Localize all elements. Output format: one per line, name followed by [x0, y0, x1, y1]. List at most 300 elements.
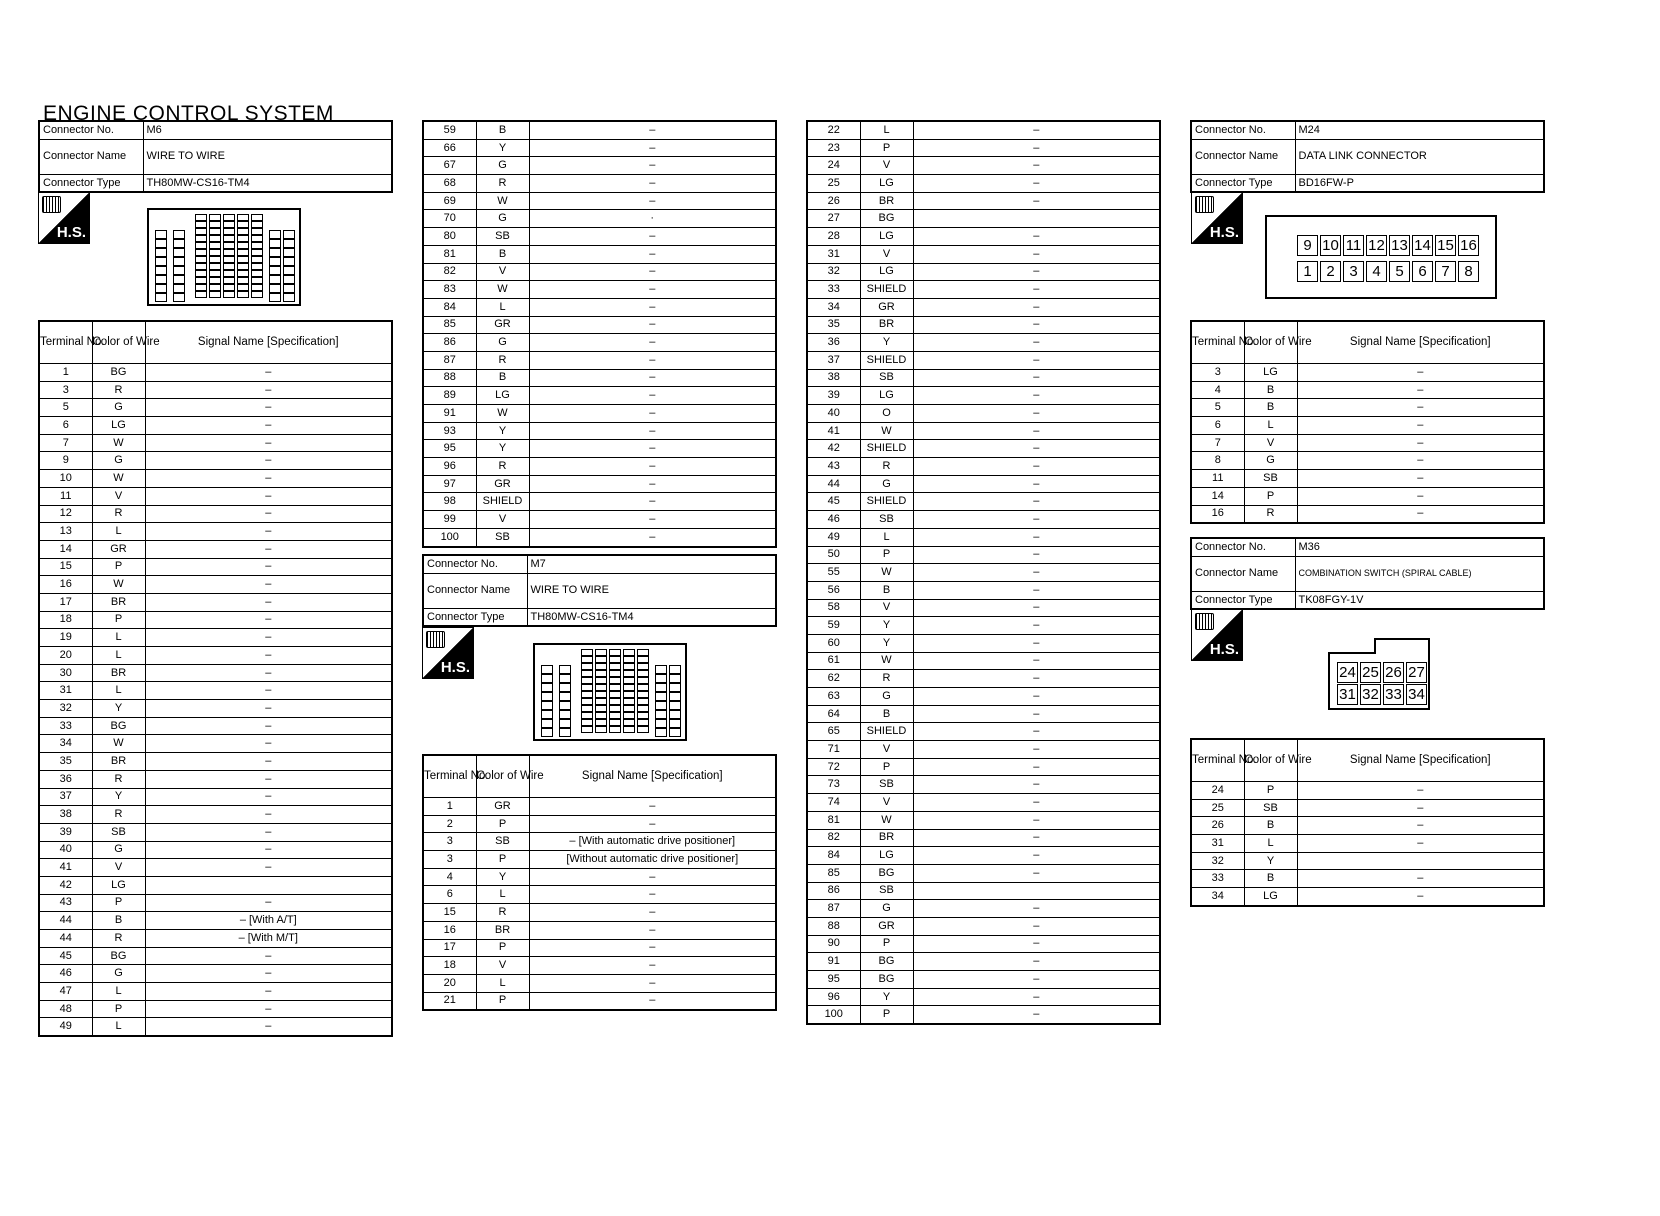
- terminal-no: 48: [39, 1000, 92, 1018]
- wire-color: SHIELD: [860, 281, 913, 299]
- wire-color: Y: [92, 788, 145, 806]
- connector-cavity: [155, 239, 167, 248]
- terminal-no: 100: [423, 528, 476, 546]
- terminal-no: 49: [807, 528, 860, 546]
- terminal-no: 55: [807, 564, 860, 582]
- label-connector-no: Connector No.: [1191, 538, 1295, 556]
- table-row: [807, 192, 1160, 210]
- table-row: [39, 823, 392, 841]
- wire-color: SHIELD: [860, 723, 913, 741]
- wire-color: G: [92, 399, 145, 417]
- table-row: [423, 263, 776, 281]
- signal-name: –: [913, 741, 1160, 759]
- signal-name: –: [913, 369, 1160, 387]
- connector-cavity: [595, 677, 607, 684]
- signal-name: –: [145, 965, 392, 983]
- wire-color: P: [860, 758, 913, 776]
- wire-color: R: [860, 458, 913, 476]
- table-row: [423, 939, 776, 957]
- terminal-no: 14: [1191, 487, 1244, 505]
- connector-cavity: [173, 257, 185, 266]
- connector-cavity: [637, 656, 649, 663]
- connector-cavity: [173, 266, 185, 275]
- signal-name: –: [529, 175, 776, 193]
- table-row: [39, 682, 392, 700]
- wire-color: Y: [860, 334, 913, 352]
- terminal-no: 32: [807, 263, 860, 281]
- connector-cavity: [237, 242, 249, 249]
- terminal-no: 33: [807, 281, 860, 299]
- terminal-no: 31: [1191, 835, 1244, 853]
- wire-color: P: [476, 939, 529, 957]
- wire-color: GR: [860, 298, 913, 316]
- table-row: [39, 983, 392, 1001]
- wire-color: P: [860, 139, 913, 157]
- connector-cavity: [195, 228, 207, 235]
- table-row: [39, 912, 392, 930]
- table-row: [39, 788, 392, 806]
- terminal-no: 16: [423, 921, 476, 939]
- connector-cavity: [269, 293, 281, 302]
- wire-color: L: [1244, 835, 1297, 853]
- connector-cavity: [269, 248, 281, 257]
- terminal-no: 21: [423, 992, 476, 1010]
- table-row: [807, 1006, 1160, 1024]
- signal-name: –: [1297, 381, 1544, 399]
- terminal-no: 42: [807, 440, 860, 458]
- connector-cavity: [581, 663, 593, 670]
- terminal-no: 91: [423, 405, 476, 423]
- connector-pin: 5: [1389, 261, 1410, 282]
- signal-name: –: [145, 859, 392, 877]
- signal-name: –: [145, 1000, 392, 1018]
- wire-color: P: [860, 546, 913, 564]
- terminal-no: 60: [807, 634, 860, 652]
- connector-cavity: [237, 291, 249, 298]
- signal-name: –: [529, 281, 776, 299]
- signal-name: ·: [529, 210, 776, 228]
- connector-cavity: [669, 683, 681, 692]
- connector-cavity: [609, 726, 621, 733]
- wire-color: Y: [476, 440, 529, 458]
- terminal-no: 37: [807, 351, 860, 369]
- terminal-no: 59: [807, 617, 860, 635]
- connector-cavity: [595, 712, 607, 719]
- table-row: [807, 121, 1160, 139]
- hs-label: H.S.: [1209, 224, 1239, 241]
- table-row: [1191, 505, 1544, 523]
- wire-color: O: [860, 405, 913, 423]
- wire-color: G: [860, 688, 913, 706]
- connector-cavity: [541, 719, 553, 728]
- terminal-no: 10: [39, 470, 92, 488]
- terminal-no: 98: [423, 493, 476, 511]
- table-row: [39, 381, 392, 399]
- table-row: [423, 458, 776, 476]
- hand-icon: [1195, 613, 1214, 630]
- wire-color: LG: [1244, 888, 1297, 906]
- wire-color: R: [92, 770, 145, 788]
- table-row: [423, 405, 776, 423]
- connector-cavity: [609, 712, 621, 719]
- connector-cavity: [581, 719, 593, 726]
- terminal-no: 32: [39, 700, 92, 718]
- connector-cavity: [209, 256, 221, 263]
- wire-color: B: [476, 245, 529, 263]
- signal-name: –: [529, 298, 776, 316]
- connector-cavity: [623, 691, 635, 698]
- table-row: [807, 794, 1160, 812]
- table-row: [423, 298, 776, 316]
- terminal-no: 22: [807, 121, 860, 139]
- signal-name: –: [913, 988, 1160, 1006]
- wire-color: P: [476, 992, 529, 1010]
- m36-connector-no: M36: [1295, 538, 1544, 556]
- connector-cavity: [637, 684, 649, 691]
- signal-name: –: [529, 939, 776, 957]
- table-row: [807, 688, 1160, 706]
- signal-name: –: [145, 682, 392, 700]
- connector-pin: 34: [1406, 684, 1427, 705]
- wire-color: G: [860, 475, 913, 493]
- signal-name: –: [913, 157, 1160, 175]
- table-row: [39, 806, 392, 824]
- terminal-no: 4: [423, 868, 476, 886]
- signal-name: –: [1297, 799, 1544, 817]
- m36-info-table: [1190, 537, 1545, 610]
- table-row: [807, 652, 1160, 670]
- signal-name: –: [1297, 870, 1544, 888]
- connector-cavity: [283, 239, 295, 248]
- connector-cavity: [669, 665, 681, 674]
- connector-cavity: [655, 728, 667, 737]
- wire-color: L: [476, 298, 529, 316]
- m36-connector-type: TK08FGY-1V: [1295, 591, 1544, 609]
- table-row: [423, 868, 776, 886]
- terminal-no: 25: [1191, 799, 1244, 817]
- table-row: [807, 175, 1160, 193]
- table-row: [807, 440, 1160, 458]
- table-row: [807, 351, 1160, 369]
- terminal-no: 91: [807, 953, 860, 971]
- connector-cavity: [155, 230, 167, 239]
- signal-name: –: [145, 717, 392, 735]
- table-row: [39, 1000, 392, 1018]
- connector-cavity: [223, 242, 235, 249]
- terminal-no: 65: [807, 723, 860, 741]
- connector-pin: 9: [1297, 235, 1318, 256]
- header-terminal-no: Terminal No.: [1191, 739, 1244, 782]
- terminal-no: 50: [807, 546, 860, 564]
- wire-color: L: [92, 647, 145, 665]
- wire-color: L: [860, 528, 913, 546]
- table-header: [39, 321, 392, 364]
- table-row: [807, 405, 1160, 423]
- terminal-no: 44: [39, 912, 92, 930]
- wire-color: R: [476, 175, 529, 193]
- connector-cavity: [609, 677, 621, 684]
- terminal-no: 38: [39, 806, 92, 824]
- connector-cavity: [155, 275, 167, 284]
- m24-connector-no: M24: [1295, 121, 1544, 139]
- table-row: [807, 298, 1160, 316]
- connector-cavity: [195, 256, 207, 263]
- label-connector-name: Connector Name: [1191, 139, 1295, 174]
- table-row: [807, 493, 1160, 511]
- header-color-of-wire: Color of Wire: [1244, 739, 1297, 782]
- signal-name: –: [529, 992, 776, 1010]
- signal-name: –: [913, 953, 1160, 971]
- table-row: [807, 458, 1160, 476]
- table-header: [1191, 321, 1544, 364]
- wire-color: B: [476, 121, 529, 139]
- signal-name: [1297, 852, 1544, 870]
- terminal-no: 15: [39, 558, 92, 576]
- signal-name: – [With automatic drive positioner]: [529, 833, 776, 851]
- terminal-no: 18: [39, 611, 92, 629]
- wire-color: G: [92, 841, 145, 859]
- connector-cavity: [251, 221, 263, 228]
- terminal-no: 68: [423, 175, 476, 193]
- terminal-no: 42: [39, 876, 92, 894]
- label-connector-no: Connector No.: [1191, 121, 1295, 139]
- terminal-no: 88: [423, 369, 476, 387]
- connector-cavity: [581, 670, 593, 677]
- signal-name: –: [145, 487, 392, 505]
- connector-cavity: [655, 701, 667, 710]
- terminal-no: 56: [807, 581, 860, 599]
- wire-color: BG: [92, 364, 145, 382]
- connector-cavity: [595, 684, 607, 691]
- connector-cavity: [237, 270, 249, 277]
- signal-name: – [With A/T]: [145, 912, 392, 930]
- m24-pin-row-bottom: [1297, 261, 1481, 282]
- wire-color: SB: [860, 882, 913, 900]
- connector-cavity: [581, 705, 593, 712]
- signal-name: –: [145, 505, 392, 523]
- connector-cavity: [669, 701, 681, 710]
- signal-name: –: [529, 528, 776, 546]
- signal-name: –: [529, 369, 776, 387]
- table-row: [807, 599, 1160, 617]
- signal-name: –: [529, 440, 776, 458]
- wire-color: GR: [476, 316, 529, 334]
- connector-cavity: [541, 701, 553, 710]
- wire-color: SB: [1244, 470, 1297, 488]
- connector-cavity: [609, 705, 621, 712]
- connector-cavity: [623, 663, 635, 670]
- signal-name: –: [145, 823, 392, 841]
- terminal-no: 31: [39, 682, 92, 700]
- table-row: [807, 210, 1160, 228]
- table-row: [807, 546, 1160, 564]
- terminal-no: 16: [1191, 505, 1244, 523]
- wire-color: W: [860, 811, 913, 829]
- signal-name: –: [145, 558, 392, 576]
- connector-cavity: [637, 705, 649, 712]
- wire-color: G: [1244, 452, 1297, 470]
- m24-connector-name: DATA LINK CONNECTOR: [1295, 139, 1544, 174]
- terminal-no: 1: [423, 798, 476, 816]
- wire-color: W: [476, 405, 529, 423]
- signal-name: –: [913, 405, 1160, 423]
- signal-name: –: [145, 593, 392, 611]
- m36-pin-row-top: [1337, 662, 1429, 683]
- connector-cavity: [223, 284, 235, 291]
- terminal-no: 81: [807, 811, 860, 829]
- terminal-no: 17: [423, 939, 476, 957]
- terminal-no: 39: [39, 823, 92, 841]
- terminal-no: 20: [423, 974, 476, 992]
- table-row: [423, 528, 776, 546]
- signal-name: –: [913, 351, 1160, 369]
- table-row: [423, 245, 776, 263]
- terminal-no: 18: [423, 957, 476, 975]
- table-header: [423, 755, 776, 798]
- terminal-no: 8: [1191, 452, 1244, 470]
- connector-pin: 27: [1406, 662, 1427, 683]
- signal-name: –: [145, 983, 392, 1001]
- signal-name: –: [145, 770, 392, 788]
- wire-color: L: [92, 682, 145, 700]
- connector-pin: 16: [1458, 235, 1479, 256]
- terminal-no: 85: [807, 864, 860, 882]
- connector-cavity: [581, 677, 593, 684]
- wire-color: P: [860, 1006, 913, 1024]
- m6-connector-type: TH80MW-CS16-TM4: [143, 174, 392, 192]
- wire-color: SHIELD: [860, 351, 913, 369]
- signal-name: –: [1297, 817, 1544, 835]
- connector-cavity: [283, 248, 295, 257]
- wire-color: B: [1244, 817, 1297, 835]
- terminal-no: 27: [807, 210, 860, 228]
- table-row: [423, 121, 776, 139]
- table-row: [1191, 452, 1544, 470]
- signal-name: –: [145, 947, 392, 965]
- wire-color: BG: [860, 864, 913, 882]
- header-terminal-no: Terminal No.: [423, 755, 476, 798]
- connector-cavity: [209, 228, 221, 235]
- terminal-no: 62: [807, 670, 860, 688]
- signal-name: –: [529, 192, 776, 210]
- m6-terminal-panel: [38, 320, 393, 1037]
- terminal-no: 34: [1191, 888, 1244, 906]
- terminal-no: 37: [39, 788, 92, 806]
- connector-cavity: [269, 239, 281, 248]
- wire-color: SHIELD: [476, 493, 529, 511]
- wire-color: V: [860, 599, 913, 617]
- signal-name: –: [145, 894, 392, 912]
- connector-cavity: [251, 214, 263, 221]
- m6-connector-panel: [38, 120, 393, 193]
- m6-info-table: [38, 120, 393, 193]
- connector-cavity: [581, 649, 593, 656]
- signal-name: –: [913, 705, 1160, 723]
- connector-cavity: [251, 270, 263, 277]
- table-row: [39, 452, 392, 470]
- terminal-no: 82: [423, 263, 476, 281]
- connector-cavity: [655, 710, 667, 719]
- terminal-no: 3: [1191, 364, 1244, 382]
- table-row: [39, 947, 392, 965]
- m7-connector-no: M7: [527, 555, 776, 573]
- terminal-no: 84: [807, 847, 860, 865]
- wire-color: R: [92, 806, 145, 824]
- terminal-no: 28: [807, 228, 860, 246]
- connector-pin: 3: [1343, 261, 1364, 282]
- m36-connector-name: COMBINATION SWITCH (SPIRAL CABLE): [1295, 556, 1544, 591]
- table-row: [39, 735, 392, 753]
- table-row: [39, 876, 392, 894]
- m7-connector-face: [533, 643, 687, 741]
- table-row: [39, 470, 392, 488]
- terminal-no: 99: [423, 511, 476, 529]
- wire-color: P: [92, 611, 145, 629]
- connector-cavity: [237, 256, 249, 263]
- signal-name: –: [913, 192, 1160, 210]
- wire-color: B: [860, 705, 913, 723]
- table-row: [423, 974, 776, 992]
- table-row: [807, 935, 1160, 953]
- connector-cavity: [581, 726, 593, 733]
- connector-cavity: [637, 698, 649, 705]
- table-row: [423, 833, 776, 851]
- terminal-no: 5: [39, 399, 92, 417]
- table-row: [423, 175, 776, 193]
- wire-color: V: [92, 487, 145, 505]
- table-row: [807, 670, 1160, 688]
- signal-name: –: [145, 700, 392, 718]
- table-row: [1191, 434, 1544, 452]
- connector-cavity: [251, 284, 263, 291]
- connector-cavity: [269, 284, 281, 293]
- terminal-no: 6: [423, 886, 476, 904]
- terminal-no: 86: [807, 882, 860, 900]
- connector-cavity: [609, 649, 621, 656]
- terminal-no: 36: [807, 334, 860, 352]
- connector-cavity: [223, 291, 235, 298]
- signal-name: –: [1297, 417, 1544, 435]
- table-row: [39, 753, 392, 771]
- wire-color: R: [476, 351, 529, 369]
- harness-side-icon: [38, 192, 90, 244]
- connector-pin: 10: [1320, 235, 1341, 256]
- terminal-no: 6: [39, 417, 92, 435]
- connector-cavity: [251, 256, 263, 263]
- connector-cavity: [237, 221, 249, 228]
- terminal-no: 20: [39, 647, 92, 665]
- terminal-no: 35: [39, 753, 92, 771]
- connector-cavity: [209, 263, 221, 270]
- connector-cavity: [283, 275, 295, 284]
- table-row: [1191, 852, 1544, 870]
- terminal-no: 34: [807, 298, 860, 316]
- terminal-no: 30: [39, 664, 92, 682]
- wire-color: W: [476, 281, 529, 299]
- wire-color: B: [860, 581, 913, 599]
- terminal-no: 33: [39, 717, 92, 735]
- signal-name: –: [529, 798, 776, 816]
- signal-name: –: [913, 688, 1160, 706]
- signal-name: –: [145, 540, 392, 558]
- connector-cavity: [595, 719, 607, 726]
- terminal-no: 93: [423, 422, 476, 440]
- table-row: [807, 228, 1160, 246]
- table-row: [423, 511, 776, 529]
- connector-pin: 32: [1360, 684, 1381, 705]
- signal-name: –: [529, 334, 776, 352]
- hand-icon: [1195, 196, 1214, 213]
